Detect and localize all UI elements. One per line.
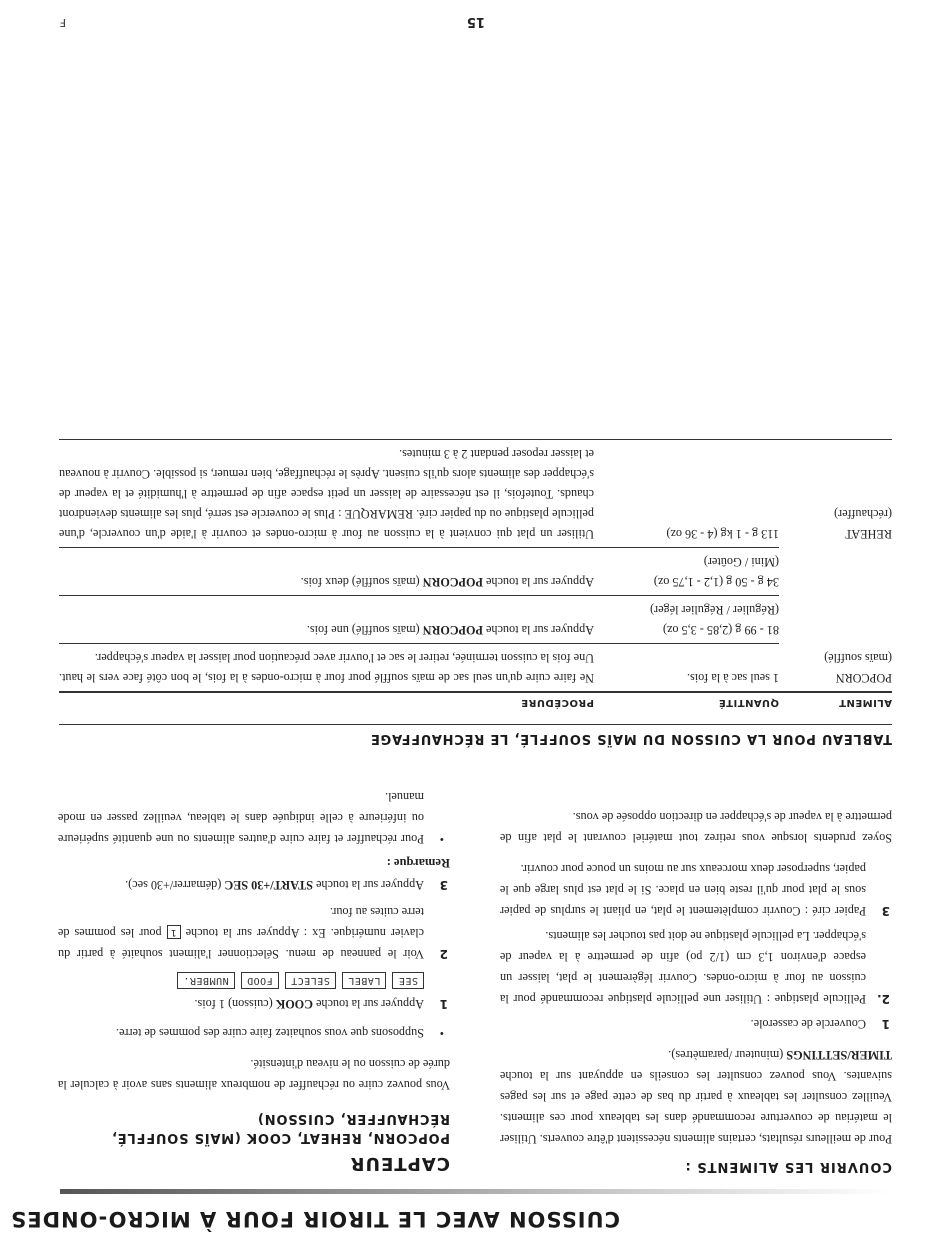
food-subname: (maïs soufflé)	[824, 651, 892, 665]
quantity-value: 113 g - 1 kg (4 - 36 oz)	[666, 527, 779, 541]
display-word: SELECT	[285, 972, 336, 989]
procedure-text: Appuyer sur la touche	[486, 623, 594, 637]
title-divider	[60, 1189, 890, 1194]
display-word: FOOD	[241, 972, 279, 989]
bullet-icon: •	[439, 1026, 444, 1040]
display-readout	[58, 972, 424, 989]
table-row	[59, 596, 892, 644]
header-procedure: PROCÉDURE	[59, 692, 594, 712]
sensor-heading: CAPTEUR	[349, 1153, 450, 1174]
food-cell	[779, 596, 892, 644]
table-header-row	[59, 692, 892, 712]
number-key-icon: 1	[167, 925, 181, 939]
covering-heading: COUVRIR LES ALIMENTS :	[684, 1159, 892, 1174]
sensor-subheading: POPCORN, REHEAT, COOK (MAÏS SOUFFLÉ, RÉCHAUFFER, CUISSON)	[111, 1111, 450, 1145]
step-text-pre: Appuyer sur la touche	[316, 878, 424, 892]
procedure-text-end: (maïs soufflé) une fois.	[306, 623, 420, 637]
step-text-post: (cuisson) 1 fois.	[194, 997, 273, 1011]
step-text-post: (démarrer/+30 sec).	[125, 878, 222, 892]
procedure-text: Utiliser un plat qui convient à la cuisson au four à micro-ondes et couvrir à l'aide d'un couvercle, d'une pellicule plastique ou du papier ciré. REMARQUE : Plus le couvercle est serré, plus les aliments deviendront chauds. Toutefois, il est nécessaire de laisser un petit espace afin de permettre à l'humidité et la vapeur de s'échapper des aliments alors qu'ils cuisent. Après le réchauffage, bien remuer, si possible. Couvrir à nouveau et laisser reposer pendant 2 à 3 minutes.	[59, 447, 594, 541]
language-code: F	[59, 16, 66, 29]
header-food: ALIMENT	[779, 692, 892, 712]
procedure-cell	[59, 644, 594, 693]
procedure-cell	[59, 440, 594, 548]
covering-section	[500, 796, 892, 1174]
sensor-intro: Vous pouvez cuire ou réchauffer de nombreux aliments sans avoir à calculer la durée de cuisson ou le niveau d'intensité.	[58, 1057, 450, 1092]
quantity-value: 34 g - 50 g (1,2 - 1,75 oz)	[653, 575, 779, 589]
sensor-step-3	[58, 874, 450, 895]
note-bullet	[58, 786, 450, 849]
popcorn-key: POPCORN	[422, 623, 483, 637]
procedure-text: Ne faire cuire qu'un seul sac de maïs soufflé pour four à micro-ondes à la fois, le bon côté face vers le haut. Une fois la cuisson terminée, retirer le sac et l'ouvrir avec précaution pour laisser la vapeur s'échapper.	[59, 651, 594, 685]
item-text: Couvercle de casserole.	[750, 1017, 866, 1031]
cook-key: COOK	[275, 997, 313, 1011]
sensor-step-1	[58, 993, 450, 1014]
covering-item-2	[500, 925, 892, 1009]
item-text: Pellicule plastique : Utiliser une pellicule plastique recommandé pour la cuisson au four à micro-ondes. Couvrir légèrement le plat, laisser un espace d'environ 1,3 cm (1/2 po) afin de permettre à la vapeur de s'échapper. La pellicule plastique ne doit pas toucher les aliments.	[500, 929, 866, 1006]
sensor-example-bullet	[58, 1022, 450, 1043]
table-row	[59, 440, 892, 548]
step-text-pre: Voir le panneau de menu. Sélectionner l'aliment souhaité à partir du clavier numérique. Ex : Appuyer sur la touche	[58, 926, 424, 961]
covering-intro	[500, 1044, 892, 1149]
page-title: CUISSON AVEC LE TIROIR FOUR À MICRO-ONDES	[10, 1207, 620, 1231]
step-number: 2	[439, 947, 448, 961]
timer-settings-key: TIMER/SETTINGS	[786, 1048, 892, 1062]
item-number: 3	[881, 904, 890, 918]
procedure-text-end: (maïs soufflé) deux fois.	[300, 575, 420, 589]
food-cell	[779, 440, 892, 548]
display-word: SEE	[392, 972, 424, 989]
page-number: 15	[466, 14, 485, 29]
quantity-note: (Mini / Goûter)	[703, 555, 779, 569]
covering-caution: Soyez prudents lorsque vous retirez tout matériel couvrant le plat afin de permettre à la vapeur de s'échapper en direction opposée de vous.	[500, 810, 892, 845]
cooking-table	[59, 439, 892, 712]
food-cell	[779, 644, 892, 693]
display-word: NUMBER.	[177, 972, 235, 989]
cooking-table-section	[59, 439, 892, 746]
quantity-note: (Régulier / Régulier léger)	[650, 603, 779, 617]
bullet-text: Supposons que vous souhaitez faire cuire des pommes de terre.	[116, 1026, 424, 1040]
table-row	[59, 644, 892, 693]
procedure-text: Appuyer sur la touche	[486, 575, 594, 589]
start-key: START/+30 SEC	[224, 878, 313, 892]
note-label: Remarque :	[386, 856, 450, 870]
covering-intro-text: Pour de meilleurs résultats, certains aliments nécessitent d'être couverts. Utiliser le matériau de couverture recommandé dans les tableaux pour ces aliments. Veuillez consulter les tableaux à partir du bas de cette page et sur les pages suivantes. Vous pouvez consulter les conseils en appuyant sur la touche	[500, 1069, 892, 1146]
step-text-pre: Appuyer sur la touche	[316, 997, 424, 1011]
quantity-cell	[594, 548, 779, 596]
display-word: LABEL	[342, 972, 387, 989]
quantity-cell	[594, 596, 779, 644]
covering-intro-end: (minuteur /paramètres).	[668, 1048, 784, 1062]
step-number: 1	[439, 997, 448, 1011]
quantity-cell	[594, 440, 779, 548]
table-title: TABLEAU POUR LA CUISSON DU MAÏS SOUFFLÉ, LE RÉCHAUFFAGE	[59, 724, 892, 746]
header-quantity: QUANTITÉ	[594, 692, 779, 712]
covering-item-1	[500, 1013, 892, 1034]
food-subname: (réchauffer)	[834, 507, 892, 522]
quantity-value: 81 - 99 g (2,85 - 3,5 oz)	[662, 623, 779, 637]
procedure-cell	[59, 596, 594, 644]
food-name: REHEAT	[845, 527, 892, 542]
quantity-value: 1 seul sac à la fois.	[686, 671, 779, 685]
step-text-post: pour les pommes de terre cuites au four.	[57, 905, 424, 940]
quantity-cell	[594, 644, 779, 693]
procedure-cell	[59, 548, 594, 596]
food-cell	[779, 548, 892, 596]
item-number: 2.	[877, 992, 890, 1006]
popcorn-key: POPCORN	[422, 575, 483, 589]
food-name: POPCORN	[835, 671, 892, 685]
covering-item-3	[500, 858, 892, 921]
note-text: Pour réchauffer et faire cuire d'autres aliments ou une quantité supérieure ou inférieure à celle indiquée dans le tableau, veuillez passer en mode manuel.	[58, 790, 424, 846]
item-number: 1	[881, 1017, 890, 1031]
step-number: 3	[439, 878, 448, 892]
sensor-section	[58, 778, 450, 1174]
bullet-icon: •	[439, 832, 444, 846]
sensor-step-2	[58, 901, 450, 964]
table-row	[59, 548, 892, 596]
item-text: Papier ciré : Couvrir complètement le plat, en pliant le surplus de papier sous le plat pour qu'il reste bien en place. Si le plat est plus large que le papier, superposer deux morceaux sur au moins un pouce pour couvrir.	[500, 862, 866, 918]
